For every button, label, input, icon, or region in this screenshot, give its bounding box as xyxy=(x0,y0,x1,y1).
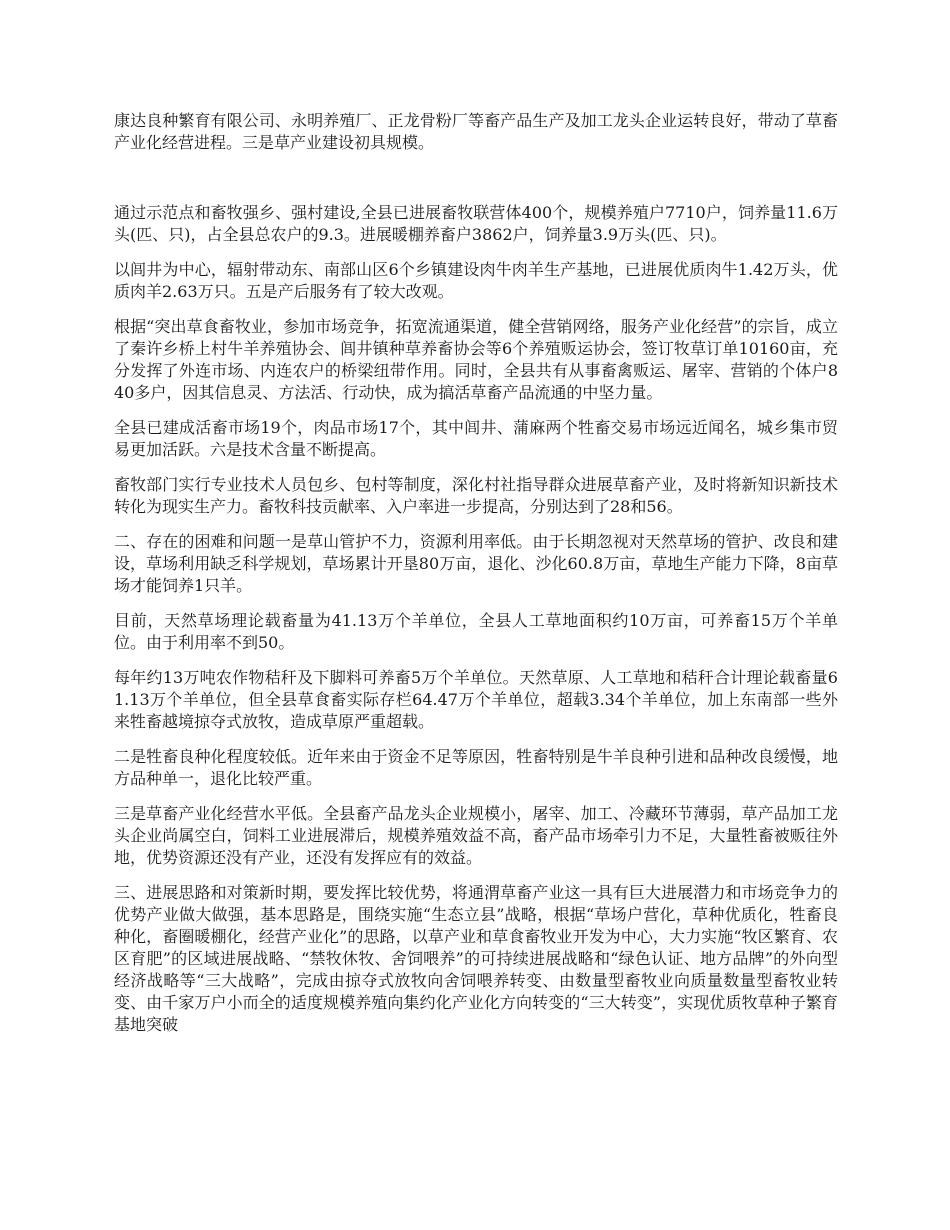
paragraph-5: 全县已建成活畜市场19个，肉品市场17个，其中闾井、蒲麻两个牲畜交易市场远近闻名，城乡集市贸易更加活跃。六是技术含量不断提高。 xyxy=(114,418,838,459)
paragraph-2: 通过示范点和畜牧强乡、强村建设,全县已进展畜牧联营体400个，规模养殖户7710户，饲养量11.6万头(匹、只)，占全县总农户的9.3。进展暖棚养畜户3862户，饲养量3.9万头(匹、只)。 xyxy=(114,203,838,244)
paragraph-11: 三是草畜产业化经营水平低。全县畜产品龙头企业规模小，屠宰、加工、冷藏环节薄弱，草产品加工龙头企业尚属空白，饲料工业进展滞后，规模养殖效益不高，畜产品市场牵引力不足，大量牲畜被贩往外地，优势资源还没有产业，还没有发挥应有的效益。 xyxy=(114,804,838,867)
paragraph-6: 畜牧部门实行专业技术人员包乡、包村等制度，深化村社指导群众进展草畜产业，及时将新知识新技术转化为现实生产力。畜牧科技贡献率、入户率进一步提高，分别达到了28和56。 xyxy=(114,475,838,516)
paragraph-4: 根据“突出草食畜牧业，参加市场竞争，拓宽流通渠道，健全营销网络，服务产业化经营”的宗旨，成立了秦许乡桥上村牛羊养殖协会、闾井镇种草养畜协会等6个养殖贩运协会，签订牧草订单10160亩，充分发挥了外连市场、内连农户的桥梁纽带作用。同时，全县共有从事畜禽贩运、屠宰、营销的个体户840多户，因其信息灵、方法活、行动快，成为搞活草畜产品流通的中坚力量。 xyxy=(114,317,838,402)
paragraph-10: 二是牲畜良种化程度较低。近年来由于资金不足等原因，牲畜特别是牛羊良种引进和品种改良缓慢，地方品种单一，退化比较严重。 xyxy=(114,747,838,788)
paragraph-1: 康达良种繁育有限公司、永明养殖厂、正龙骨粉厂等畜产品生产及加工龙头企业运转良好，带动了草畜产业化经营进程。三是草产业建设初具规模。 xyxy=(114,111,838,152)
paragraph-7: 二、存在的困难和问题一是草山管护不力，资源利用率低。由于长期忽视对天然草场的管护、改良和建设，草场利用缺乏科学规划，草场累计开垦80万亩，退化、沙化60.8万亩，草地生产能力下降，8亩草场才能饲养1只羊。 xyxy=(114,532,838,595)
document-body xyxy=(114,110,838,1049)
paragraph-3: 以闾井为中心，辐射带动东、南部山区6个乡镇建设肉牛肉羊生产基地，已进展优质肉牛1.42万头，优质肉羊2.63万只。五是产后服务有了较大改观。 xyxy=(114,260,838,301)
paragraph-8: 目前，天然草场理论载畜量为41.13万个羊单位，全县人工草地面积约10万亩，可养畜15万个羊单位。由于利用率不到50。 xyxy=(114,611,838,652)
paragraph-9: 每年约13万吨农作物秸秆及下脚料可养畜5万个羊单位。天然草原、人工草地和秸秆合计理论载畜量61.13万个羊单位，但全县草食畜实际存栏64.47万个羊单位，超载3.34个羊单位，加上东南部一些外来牲畜越境掠夺式放牧，造成草原严重超载。 xyxy=(114,668,838,731)
paragraph-12: 三、进展思路和对策新时期，要发挥比较优势，将通渭草畜产业这一具有巨大进展潜力和市场竞争力的优势产业做大做强，基本思路是，围绕实施“生态立县”战略，根据“草场户营化，草种优质化，牲畜良种化，畜圈暖棚化，经营产业化”的思路，以草产业和草食畜牧业开发为中心，大力实施“牧区繁育、农区育肥”的区域进展战略、“禁牧休牧、舍饲喂养”的可持续进展战略和“绿色认证、地方品牌”的外向型经济战略等“三大战略”，完成由掠夺式放牧向舍饲喂养转变、由数量型畜牧业向质量数量型畜牧业转变、由千家万户小而全的适度规模养殖向集约化产业化方向转变的“三大转变”，实现优质牧草种子繁育基地突破 xyxy=(114,883,838,1034)
